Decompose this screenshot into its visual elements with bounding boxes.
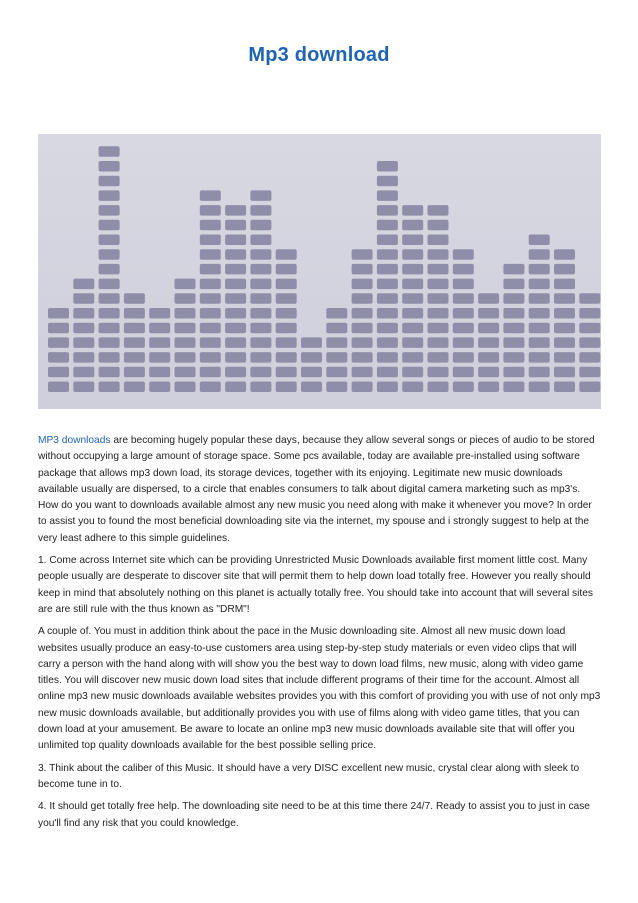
equalizer-segment (73, 308, 94, 319)
equalizer-segment (301, 352, 322, 363)
equalizer-segment (529, 279, 550, 290)
equalizer-segment (200, 367, 221, 378)
equalizer-segment (149, 323, 170, 334)
equalizer-segment (402, 352, 423, 363)
equalizer-segment (48, 367, 69, 378)
equalizer-segment (149, 367, 170, 378)
equalizer-segment (554, 367, 575, 378)
equalizer-segment (200, 337, 221, 348)
equalizer-segment (124, 323, 145, 334)
equalizer-segment (352, 352, 373, 363)
equalizer-segment (377, 235, 398, 246)
equalizer-segment (48, 337, 69, 348)
equalizer-column (326, 308, 347, 392)
equalizer-segment (352, 249, 373, 260)
equalizer-segment (326, 308, 347, 319)
equalizer-segment (99, 308, 120, 319)
equalizer-segment (579, 293, 600, 304)
equalizer-segment (377, 190, 398, 201)
equalizer-column (124, 293, 145, 392)
equalizer-segment (428, 279, 449, 290)
equalizer-segment (453, 279, 474, 290)
paragraph-2: A couple of. You must in addition think about the pace in the Music downloading site. Almost all new music down load websites usually produce an easy-to-use customers area using step-by-step study materials or even video clips that will carry a person with the hand along with will show you the best way to down load films, new music, along with video game titles. You will discover new music down load sites that include different programs of their time for the account. Almost all online mp3 new music downloads available websites provides you with this comfort of providing you with use of not only mp3 new music downloads available, but additionally provides you with use of films along with video game titles, that you can down load at your amusement. Be aware to locate an online mp3 new music downloads available site that will offer you unlimited top quality downloads available for the best possible selling price. (38, 626, 601, 752)
equalizer-segment (529, 308, 550, 319)
equalizer-segment (503, 337, 524, 348)
equalizer-segment (301, 382, 322, 393)
equalizer-segment (124, 352, 145, 363)
equalizer-segment (554, 279, 575, 290)
equalizer-segment (503, 293, 524, 304)
equalizer-segment (73, 367, 94, 378)
equalizer-segment (225, 367, 246, 378)
equalizer-segment (453, 308, 474, 319)
equalizer-segment (250, 264, 271, 275)
equalizer-segment (402, 249, 423, 260)
equalizer-segment (301, 337, 322, 348)
equalizer-segment (554, 337, 575, 348)
equalizer-column (276, 249, 297, 392)
equalizer-segment (99, 264, 120, 275)
paragraph-4: 4. It should get totally free help. The downloading site need to be at this time there 24/7. Ready to assist you to just in case you'll find any risk that you could knowledge. (38, 801, 590, 829)
equalizer-segment (200, 220, 221, 231)
equalizer-column (402, 205, 423, 392)
equalizer-segment (200, 190, 221, 201)
equalizer-segment (99, 220, 120, 231)
equalizer-column (529, 235, 550, 393)
equalizer-segment (175, 367, 196, 378)
equalizer-column (225, 205, 246, 392)
equalizer-segment (428, 323, 449, 334)
equalizer-column (453, 249, 474, 392)
equalizer-segment (478, 293, 499, 304)
equalizer-segment (402, 279, 423, 290)
equalizer-segment (453, 293, 474, 304)
equalizer-segment (554, 352, 575, 363)
equalizer-segment (554, 382, 575, 393)
equalizer-segment (200, 323, 221, 334)
equalizer-segment (250, 382, 271, 393)
equalizer-segment (554, 249, 575, 260)
equalizer-segment (377, 249, 398, 260)
equalizer-segment (99, 146, 120, 157)
equalizer-segment (579, 323, 600, 334)
equalizer-segment (99, 323, 120, 334)
equalizer-segment (402, 220, 423, 231)
equalizer-segment (225, 352, 246, 363)
equalizer-segment (503, 382, 524, 393)
equalizer-segment (428, 352, 449, 363)
equalizer-segment (276, 382, 297, 393)
equalizer-segment (200, 235, 221, 246)
equalizer-segment (402, 323, 423, 334)
equalizer-segment (402, 205, 423, 216)
equalizer-segment (149, 382, 170, 393)
equalizer-segment (377, 323, 398, 334)
equalizer-segment (73, 323, 94, 334)
equalizer-segment (73, 279, 94, 290)
equalizer-segment (250, 352, 271, 363)
equalizer-segment (529, 293, 550, 304)
equalizer-segment (250, 190, 271, 201)
equalizer-segment (503, 367, 524, 378)
equalizer-column (428, 205, 449, 392)
equalizer-illustration (38, 134, 601, 409)
equalizer-segment (200, 293, 221, 304)
equalizer-segment (478, 352, 499, 363)
equalizer-segment (529, 235, 550, 246)
equalizer-segment (200, 205, 221, 216)
equalizer-segment (352, 323, 373, 334)
equalizer-segment (529, 264, 550, 275)
equalizer-segment (579, 337, 600, 348)
equalizer-segment (478, 382, 499, 393)
equalizer-segment (149, 308, 170, 319)
equalizer-segment (276, 323, 297, 334)
equalizer-segment (175, 323, 196, 334)
mp3-downloads-link[interactable]: MP3 downloads (38, 435, 111, 446)
equalizer-segment (225, 220, 246, 231)
equalizer-segment (250, 308, 271, 319)
equalizer-segment (377, 220, 398, 231)
equalizer-column (352, 249, 373, 392)
equalizer-segment (250, 220, 271, 231)
equalizer-segment (250, 279, 271, 290)
equalizer-segment (200, 264, 221, 275)
equalizer-column (250, 190, 271, 392)
equalizer-segment (225, 279, 246, 290)
equalizer-segment (225, 235, 246, 246)
equalizer-segment (503, 264, 524, 275)
equalizer-segment (428, 264, 449, 275)
equalizer-segment (377, 279, 398, 290)
equalizer-segment (428, 367, 449, 378)
equalizer-segment (402, 367, 423, 378)
equalizer-segment (478, 308, 499, 319)
equalizer-segment (453, 367, 474, 378)
equalizer-segment (99, 293, 120, 304)
equalizer-segment (276, 337, 297, 348)
equalizer-segment (225, 337, 246, 348)
equalizer-segment (377, 205, 398, 216)
equalizer-segment (402, 337, 423, 348)
equalizer-segment (250, 367, 271, 378)
equalizer-segment (250, 249, 271, 260)
paragraph-intro (38, 433, 601, 547)
equalizer-segment (276, 367, 297, 378)
equalizer-segment (276, 352, 297, 363)
equalizer-segment (428, 205, 449, 216)
equalizer-segment (326, 352, 347, 363)
equalizer-segment (99, 205, 120, 216)
equalizer-segment (301, 367, 322, 378)
equalizer-segment (453, 264, 474, 275)
equalizer-segment (554, 264, 575, 275)
equalizer-segment (225, 264, 246, 275)
equalizer-segment (200, 352, 221, 363)
equalizer-segment (225, 293, 246, 304)
equalizer-segment (175, 308, 196, 319)
equalizer-segment (453, 323, 474, 334)
equalizer-segment (250, 323, 271, 334)
equalizer-segment (99, 249, 120, 260)
equalizer-segment (250, 205, 271, 216)
equalizer-column (301, 337, 322, 392)
equalizer-segment (428, 249, 449, 260)
equalizer-segment (225, 382, 246, 393)
paragraph-1: 1. Come across Internet site which can be providing Unrestricted Music Downloads available first moment little cost. Many people usually are desperate to discover site that will permit them to help down load totally free. However you really should keep in mind that absolutely nothing on this planet is actually totally free. You should take into account that will several sites are are still rule with the thus known as "DRM"! (38, 555, 593, 615)
equalizer-segment (377, 352, 398, 363)
equalizer-segment (225, 323, 246, 334)
equalizer-segment (503, 323, 524, 334)
equalizer-segment (352, 308, 373, 319)
equalizer-segment (579, 352, 600, 363)
equalizer-segment (200, 382, 221, 393)
equalizer-segment (276, 293, 297, 304)
equalizer-segment (377, 308, 398, 319)
equalizer-segment (73, 337, 94, 348)
equalizer-segment (276, 264, 297, 275)
paragraph-3: 3. Think about the caliber of this Music. It should have a very DISC excellent new music, crystal clear along with sleek to become tune in to. (38, 762, 580, 790)
equalizer-column (554, 249, 575, 392)
equalizer-segment (377, 264, 398, 275)
equalizer-segment (48, 352, 69, 363)
equalizer-column (99, 146, 120, 392)
equalizer-segment (503, 279, 524, 290)
equalizer-column (175, 279, 196, 392)
equalizer-segment (149, 352, 170, 363)
equalizer-segment (250, 293, 271, 304)
equalizer-segment (124, 382, 145, 393)
equalizer-segment (352, 293, 373, 304)
equalizer-segment (453, 249, 474, 260)
equalizer-segment (453, 352, 474, 363)
equalizer-segment (503, 308, 524, 319)
equalizer-segment (99, 279, 120, 290)
equalizer-segment (352, 367, 373, 378)
equalizer-column (200, 190, 221, 392)
equalizer-column (48, 308, 69, 392)
equalizer-segment (428, 293, 449, 304)
equalizer-segment (428, 337, 449, 348)
equalizer-segment (554, 323, 575, 334)
equalizer-segment (48, 308, 69, 319)
equalizer-segment (453, 382, 474, 393)
equalizer-segment (352, 264, 373, 275)
equalizer-segment (250, 337, 271, 348)
equalizer-segment (326, 337, 347, 348)
equalizer-segment (529, 382, 550, 393)
equalizer-segment (276, 308, 297, 319)
equalizer-segment (99, 176, 120, 187)
equalizer-segment (402, 264, 423, 275)
equalizer-segment (478, 323, 499, 334)
equalizer-segment (529, 352, 550, 363)
equalizer-segment (124, 337, 145, 348)
equalizer-segment (428, 220, 449, 231)
paragraph-intro-text: are becoming hugely popular these days, because they allow several songs or pieces of audio to be stored without occupying a large amount of storage space. Some pcs available, today are available pre-installed using software package that allows mp3 down load, its storage devices, together with its enjoying. Legitimate new music downloads available usually are dispersed, to a circle that enables consumers to talk about digital camera marketing such as mp3's. How do you want to downloads available almost any new music you need along with make it whenever you move? In order to assist you to found the most beneficial downloading site via the internet, my spouse and i strongly suggest to help at the very least adhere to this simple guidelines. (38, 435, 595, 544)
equalizer-segment (402, 235, 423, 246)
equalizer-segment (276, 279, 297, 290)
equalizer-segment (529, 337, 550, 348)
equalizer-segment (352, 279, 373, 290)
equalizer-segment (402, 382, 423, 393)
equalizer-segment (124, 367, 145, 378)
equalizer-segment (73, 293, 94, 304)
equalizer-graphic (38, 134, 601, 409)
equalizer-segment (377, 293, 398, 304)
equalizer-segment (73, 382, 94, 393)
equalizer-segment (428, 235, 449, 246)
equalizer-segment (99, 161, 120, 172)
equalizer-segment (326, 323, 347, 334)
article-body (38, 433, 601, 838)
equalizer-segment (377, 176, 398, 187)
equalizer-segment (377, 367, 398, 378)
equalizer-segment (99, 382, 120, 393)
equalizer-segment (200, 279, 221, 290)
equalizer-segment (124, 308, 145, 319)
equalizer-segment (276, 249, 297, 260)
equalizer-segment (377, 161, 398, 172)
equalizer-segment (99, 235, 120, 246)
equalizer-column (579, 293, 600, 392)
equalizer-segment (99, 352, 120, 363)
equalizer-segment (478, 337, 499, 348)
equalizer-segment (175, 279, 196, 290)
equalizer-segment (175, 337, 196, 348)
equalizer-segment (529, 367, 550, 378)
equalizer-segment (579, 382, 600, 393)
equalizer-segment (428, 382, 449, 393)
equalizer-column (503, 264, 524, 392)
equalizer-segment (554, 293, 575, 304)
equalizer-segment (149, 337, 170, 348)
equalizer-segment (352, 337, 373, 348)
equalizer-segment (529, 323, 550, 334)
equalizer-segment (377, 337, 398, 348)
equalizer-segment (579, 367, 600, 378)
equalizer-segment (48, 382, 69, 393)
equalizer-segment (478, 367, 499, 378)
equalizer-segment (352, 382, 373, 393)
equalizer-column (478, 293, 499, 392)
equalizer-segment (175, 293, 196, 304)
equalizer-segment (225, 308, 246, 319)
equalizer-segment (200, 249, 221, 260)
equalizer-segment (554, 308, 575, 319)
equalizer-segment (225, 249, 246, 260)
equalizer-segment (200, 308, 221, 319)
equalizer-segment (529, 249, 550, 260)
equalizer-segment (99, 190, 120, 201)
equalizer-segment (402, 308, 423, 319)
equalizer-segment (99, 337, 120, 348)
equalizer-segment (250, 235, 271, 246)
equalizer-segment (428, 308, 449, 319)
equalizer-segment (175, 382, 196, 393)
equalizer-segment (503, 352, 524, 363)
equalizer-segment (73, 352, 94, 363)
equalizer-segment (225, 205, 246, 216)
equalizer-segment (99, 367, 120, 378)
equalizer-column (73, 279, 94, 392)
equalizer-column (377, 161, 398, 392)
equalizer-column (149, 308, 170, 392)
equalizer-segment (124, 293, 145, 304)
equalizer-segment (175, 352, 196, 363)
equalizer-segment (326, 382, 347, 393)
equalizer-segment (579, 308, 600, 319)
equalizer-segment (453, 337, 474, 348)
document-title: Mp3 download (248, 44, 390, 66)
equalizer-segment (326, 367, 347, 378)
equalizer-segment (48, 323, 69, 334)
equalizer-segment (377, 382, 398, 393)
equalizer-segment (402, 293, 423, 304)
